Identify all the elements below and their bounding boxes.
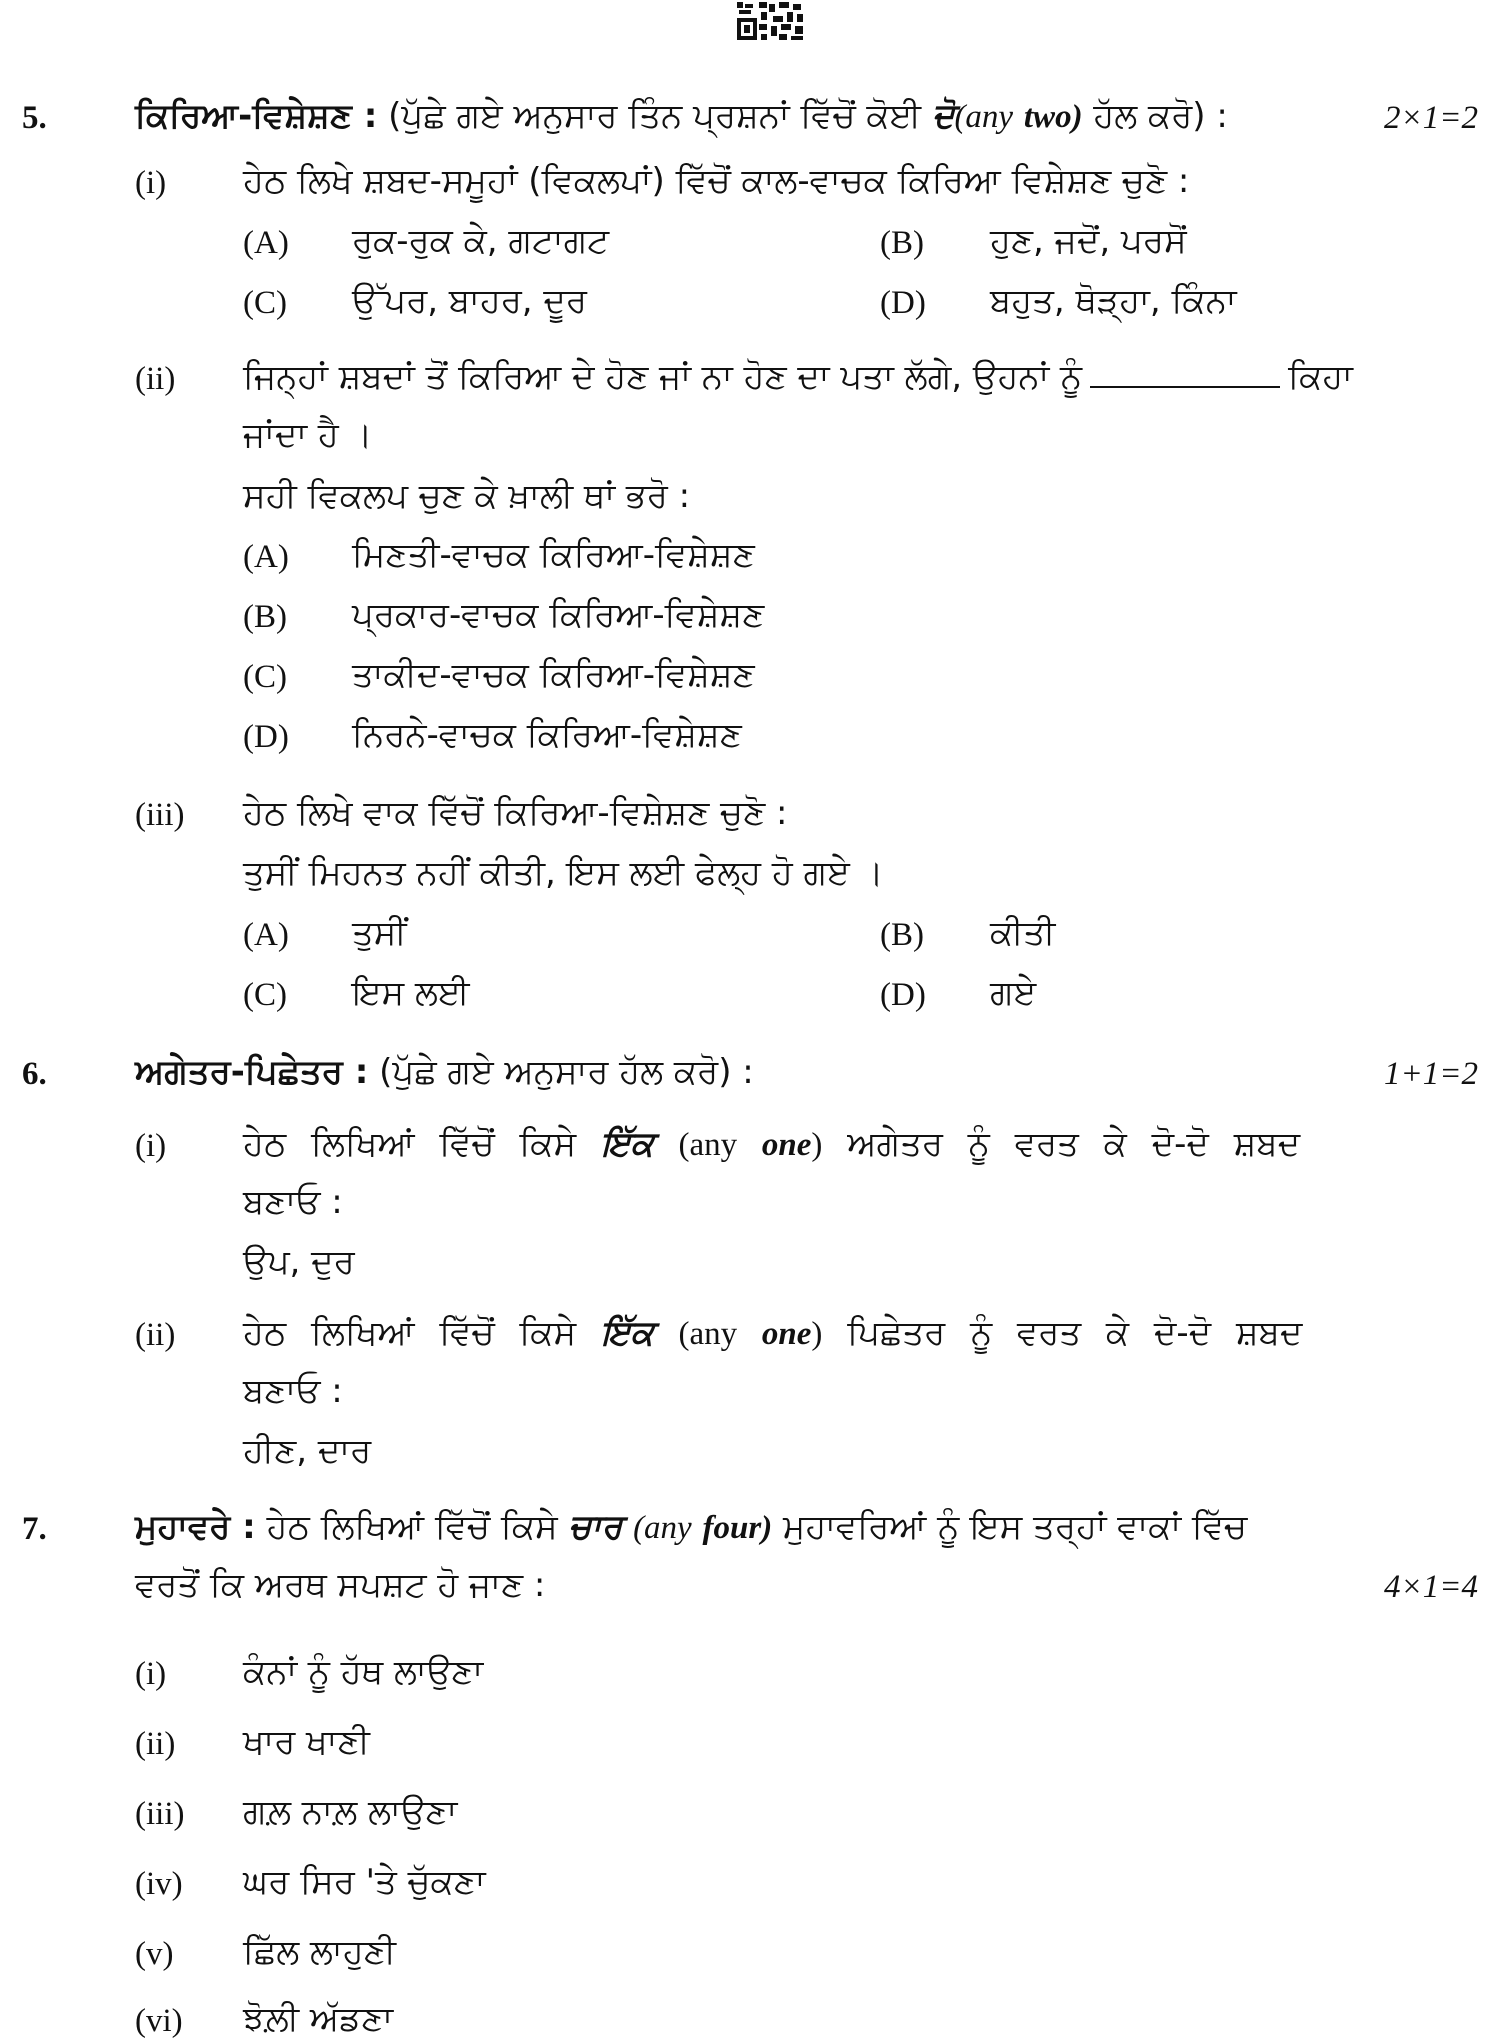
part-text-end: ਪਿਛੇਤਰ ਨੂੰ ਵਰਤ ਕੇ ਦੋ-ਦੋ ਸ਼ਬਦ [847, 1313, 1303, 1353]
list-item: ਕੰਨਾਂ ਨੂੰ ਹੱਥ ਲਾਉਣਾ [243, 1652, 484, 1692]
question-number: 7. [22, 1511, 47, 1547]
part-text-continued: ਜਾਂਦਾ ਹੈ । [243, 415, 373, 455]
option-label: (A) [243, 539, 289, 575]
question-heading [135, 1050, 754, 1094]
part-text-continued: ਬਣਾਓ : [243, 1371, 343, 1411]
option-label: (C) [243, 285, 287, 321]
instruction-emphasis: ਚਾਰ [568, 1507, 623, 1547]
part-text [243, 1122, 1300, 1167]
option-label: (A) [243, 917, 289, 953]
part-text-end: ਕਿਹਾ [1288, 357, 1353, 397]
text-english: (any [678, 1316, 738, 1352]
question-title: ਮੁਹਾਵਰੇ : [135, 1507, 256, 1547]
option-text[interactable]: ਤਾਕੀਦ-ਵਾਚਕ ਕਿਰਿਆ-ਵਿਸ਼ੇਸ਼ਣ [352, 655, 755, 695]
question-marks: 4×1=4 [1383, 1569, 1478, 1605]
list-item: ਘਰ ਸਿਰ 'ਤੇ ਚੁੱਕਣਾ [243, 1862, 486, 1902]
question-instruction: (ਪੁੱਛੇ ਗਏ ਅਨੁਸਾਰ ਹੱਲ ਕਰੋ) : [379, 1052, 754, 1092]
question-title: ਅਗੇਤਰ-ਪਿਛੇਤਰ : [135, 1052, 369, 1092]
part-instruction: ਸਹੀ ਵਿਕਲਪ ਚੁਣ ਕੇ ਖ਼ਾਲੀ ਥਾਂ ਭਰੋ : [243, 476, 691, 516]
list-item-label: (ii) [135, 1726, 176, 1762]
qr-code-icon [735, 2, 805, 42]
instruction-english: (any [633, 1510, 692, 1546]
option-label: (B) [880, 917, 924, 953]
fill-in-blank [1090, 358, 1280, 388]
text-english-close: ) [811, 1127, 823, 1163]
part-text: ਹੇਠ ਲਿਖੇ ਵਾਕ ਵਿੱਚੋਂ ਕਿਰਿਆ-ਵਿਸ਼ੇਸ਼ਣ ਚੁਣੋ : [243, 793, 788, 833]
list-item-label: (iv) [135, 1866, 183, 1902]
question-instruction-end: ਮੁਹਾਵਰਿਆਂ ਨੂੰ ਇਸ ਤਰ੍ਹਾਂ ਵਾਕਾਂ ਵਿੱਚ [783, 1507, 1248, 1547]
option-label: (D) [880, 285, 926, 321]
option-text[interactable]: ਇਸ ਲਈ [352, 973, 470, 1013]
instruction-english-emphasis: four) [702, 1510, 773, 1546]
text-english-emphasis: one [761, 1127, 812, 1163]
option-text[interactable]: ਗਏ [990, 973, 1037, 1013]
question-instruction-end: ਹੱਲ ਕਰੋ) : [1093, 96, 1228, 136]
list-item: ਖਾਰ ਖਾਣੀ [243, 1722, 370, 1762]
part-label: (i) [135, 165, 167, 201]
option-text[interactable]: ਹੁਣ, ਜਦੋਂ, ਪਰਸੋਂ [990, 221, 1187, 261]
option-text[interactable]: ਪ੍ਰਕਾਰ-ਵਾਚਕ ਕਿਰਿਆ-ਵਿਸ਼ੇਸ਼ਣ [352, 595, 765, 635]
question-instruction: ਹੇਠ ਲਿਖਿਆਂ ਵਿੱਚੋਂ ਕਿਸੇ [266, 1507, 558, 1547]
option-text[interactable]: ਉੱਪਰ, ਬਾਹਰ, ਦੂਰ [352, 281, 587, 321]
instruction-english: (any [954, 99, 1014, 135]
option-text[interactable]: ਤੁਸੀਂ [352, 913, 407, 953]
list-item: ਛਿੱਲ ਲਾਹੁਣੀ [243, 1932, 396, 1972]
list-item-label: (iii) [135, 1796, 185, 1832]
part-text [243, 355, 1353, 399]
question-heading [135, 1505, 1247, 1550]
part-sentence: ਤੁਸੀਂ ਮਿਹਨਤ ਨਹੀਂ ਕੀਤੀ, ਇਸ ਲਈ ਫੇਲ੍ਹ ਹੋ ਗਏ । [243, 853, 884, 893]
part-text-start: ਹੇਠ ਲਿਖਿਆਂ ਵਿੱਚੋਂ ਕਿਸੇ [243, 1124, 577, 1164]
option-text[interactable]: ਰੁਕ-ਰੁਕ ਕੇ, ਗਟਾਗਟ [352, 221, 610, 261]
part-text [243, 1311, 1302, 1356]
question-number: 6. [22, 1056, 47, 1092]
part-label: (ii) [135, 361, 176, 397]
option-label: (D) [243, 719, 289, 755]
part-text-start: ਜਿਨ੍ਹਾਂ ਸ਼ਬਦਾਂ ਤੋਂ ਕਿਰਿਆ ਦੇ ਹੋਣ ਜਾਂ ਨਾ ਹੋਣ ਦਾ ਪਤਾ ਲੱਗੇ, ਉਹਨਾਂ ਨੂੰ [243, 357, 1083, 397]
question-instruction-continued: ਵਰਤੋਂ ਕਿ ਅਰਥ ਸਪਸ਼ਟ ਹੋ ਜਾਣ : [135, 1565, 546, 1605]
text-emphasis: ਇੱਕ [600, 1313, 654, 1353]
option-label: (B) [880, 225, 924, 261]
text-english: (any [678, 1127, 738, 1163]
option-label: (C) [243, 659, 287, 695]
question-title: ਕਿਰਿਆ-ਵਿਸ਼ੇਸ਼ਣ : [135, 96, 378, 136]
part-text: ਹੇਠ ਲਿਖੇ ਸ਼ਬਦ-ਸਮੂਹਾਂ (ਵਿਕਲਪਾਂ) ਵਿੱਚੋਂ ਕਾਲ-ਵਾਚਕ ਕਿਰਿਆ ਵਿਸ਼ੇਸ਼ਣ ਚੁਣੋ : [243, 161, 1190, 201]
part-text-start: ਹੇਠ ਲਿਖਿਆਂ ਵਿੱਚੋਂ ਕਿਸੇ [243, 1313, 577, 1353]
list-item-label: (vi) [135, 2003, 183, 2039]
part-text-end: ਅਗੇਤਰ ਨੂੰ ਵਰਤ ਕੇ ਦੋ-ਦੋ ਸ਼ਬਦ [847, 1124, 1301, 1164]
part-text-continued: ਬਣਾਓ : [243, 1182, 343, 1222]
option-text[interactable]: ਮਿਣਤੀ-ਵਾਚਕ ਕਿਰਿਆ-ਵਿਸ਼ੇਸ਼ਣ [352, 535, 755, 575]
option-label: (A) [243, 225, 289, 261]
option-label: (D) [880, 977, 926, 1013]
option-label: (C) [243, 977, 287, 1013]
text-english-close: ) [811, 1316, 823, 1352]
part-label: (iii) [135, 797, 185, 833]
question-number: 5. [22, 100, 47, 136]
part-words: ਉਪ, ਦੁਰ [243, 1242, 355, 1282]
list-item: ਝੋਲ਼ੀ ਅੱਡਣਾ [243, 1999, 394, 2039]
question-heading [135, 94, 1228, 139]
instruction-emphasis: ਦੋ [931, 96, 955, 136]
option-text[interactable]: ਨਿਰਨੇ-ਵਾਚਕ ਕਿਰਿਆ-ਵਿਸ਼ੇਸ਼ਣ [352, 715, 742, 755]
part-words: ਹੀਣ, ਦਾਰ [243, 1431, 372, 1471]
list-item-label: (i) [135, 1656, 167, 1692]
option-label: (B) [243, 599, 287, 635]
part-label: (ii) [135, 1317, 176, 1353]
option-text[interactable]: ਕੀਤੀ [990, 913, 1056, 953]
list-item-label: (v) [135, 1936, 174, 1972]
option-text[interactable]: ਬਹੁਤ, ਥੋੜ੍ਹਾ, ਕਿੰਨਾ [990, 281, 1237, 321]
text-english-emphasis: one [761, 1316, 812, 1352]
list-item: ਗਲ਼ ਨਾਲ਼ ਲਾਉਣਾ [243, 1792, 458, 1832]
question-instruction: (ਪੁੱਛੇ ਗਏ ਅਨੁਸਾਰ ਤਿੰਨ ਪ੍ਰਸ਼ਨਾਂ ਵਿੱਚੋਂ ਕੋਈ [388, 96, 922, 136]
instruction-english-emphasis: two) [1023, 99, 1083, 135]
question-marks: 2×1=2 [1383, 100, 1478, 136]
part-label: (i) [135, 1128, 167, 1164]
text-emphasis: ਇੱਕ [600, 1124, 654, 1164]
question-marks: 1+1=2 [1383, 1056, 1478, 1092]
